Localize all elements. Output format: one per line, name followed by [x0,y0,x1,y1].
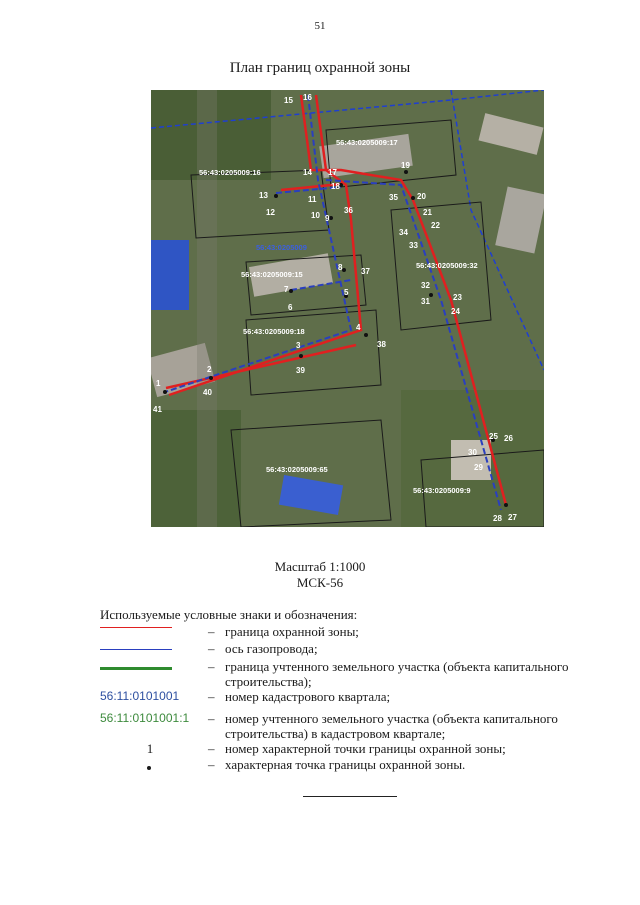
legend-description: граница учтенного земельного участка (объекта капитального строительства); [225,659,569,689]
point-number: 37 [361,267,370,276]
legend-dash: – [208,659,215,674]
characteristic-point [364,333,368,337]
point-number: 17 [328,168,337,177]
legend-dash: – [208,741,215,756]
scale-block [0,559,640,591]
signature-line [303,796,397,797]
point-number: 34 [399,228,408,237]
point-number: 3 [296,341,301,350]
point-number: 9 [325,214,330,223]
point-number: 10 [311,211,320,220]
legend-description: граница охранной зоны; [225,624,359,639]
parcel-label: 56:43:0205009:32 [416,261,478,270]
parcel-label: 56:43:0205009:65 [266,465,328,474]
road [197,90,217,527]
point-number: 23 [453,293,462,302]
legend-description: номер учтенного земельного участка (объекта капитального строительства) в кадастровом квартале; [225,711,558,741]
characteristic-point [274,194,278,198]
point-number: 29 [474,463,483,472]
point-number: 13 [259,191,268,200]
legend-heading: Используемые условные знаки и обозначения: [100,607,358,622]
legend-symbol-quarter-number: 56:11:0101001 [100,689,180,703]
characteristic-point [411,196,415,200]
vegetation-patch [151,410,241,527]
parcel-label: 56:43:0205009:15 [241,270,303,279]
point-number: 32 [421,281,430,290]
point-number: 33 [409,241,418,250]
characteristic-point [299,354,303,358]
legend-symbol-point-number: 1 [146,741,154,756]
point-number: 8 [338,263,343,272]
point-number: 7 [284,285,289,294]
point-number: 14 [303,168,312,177]
parcel-label: 56:43:0205009:18 [243,327,305,336]
point-number: 35 [389,193,398,202]
legend-dash: – [208,689,215,704]
point-number: 26 [504,434,513,443]
characteristic-point [329,216,333,220]
point-number: 38 [377,340,386,349]
legend-symbol-parcel-number: 56:11:0101001:1 [100,711,190,725]
point-number: 20 [417,192,426,201]
point-number: 18 [331,182,340,191]
legend-dash: – [208,641,215,656]
point-number: 1 [156,379,161,388]
legend-description: характерная точка границы охранной зоны. [225,757,466,772]
legend-description: номер кадастрового квартала; [225,689,391,704]
page-number: 51 [314,20,326,32]
parcel-label: 56:43:0205009:16 [199,168,261,177]
legend-dash: – [208,624,215,639]
point-number: 21 [423,208,432,217]
point-number: 4 [356,323,361,332]
coordinate-system: МСК-56 [296,575,344,590]
point-number: 31 [421,297,430,306]
legend-description: номер характерной точки границы охранной зоны; [225,741,506,756]
point-number: 5 [344,288,349,297]
point-number: 19 [401,161,410,170]
page-title: План границ охранной зоны [229,60,411,76]
parcel-label: 56:43:0205009:9 [413,486,471,495]
characteristic-point [504,503,508,507]
point-number: 30 [468,448,477,457]
parcel-label: 56:43:0205009:17 [336,138,398,147]
scale-ratio: Масштаб 1:1000 [274,559,366,574]
characteristic-point [289,289,293,293]
point-number: 36 [344,206,353,215]
point-number: 40 [203,388,212,397]
point-number: 12 [266,208,275,217]
characteristic-point [404,170,408,174]
legend-dash: – [208,757,215,772]
point-number: 2 [207,365,212,374]
characteristic-point [342,268,346,272]
characteristic-point [163,390,167,394]
quarter-label: 56:43:0205009 [256,243,307,252]
point-number: 11 [308,195,317,204]
point-number: 28 [493,514,502,523]
point-number: 16 [303,93,312,102]
point-number: 24 [451,307,460,316]
point-number: 22 [431,221,440,230]
building [451,440,491,480]
point-number: 39 [296,366,305,375]
legend-description: ось газопровода; [225,641,318,656]
point-number: 25 [489,432,498,441]
characteristic-point [209,376,213,380]
zone-plan-map [151,90,544,527]
legend-dash: – [208,711,215,726]
point-number: 27 [508,513,517,522]
building [151,240,189,310]
point-number: 6 [288,303,293,312]
point-number: 15 [284,96,293,105]
point-number: 41 [153,405,162,414]
